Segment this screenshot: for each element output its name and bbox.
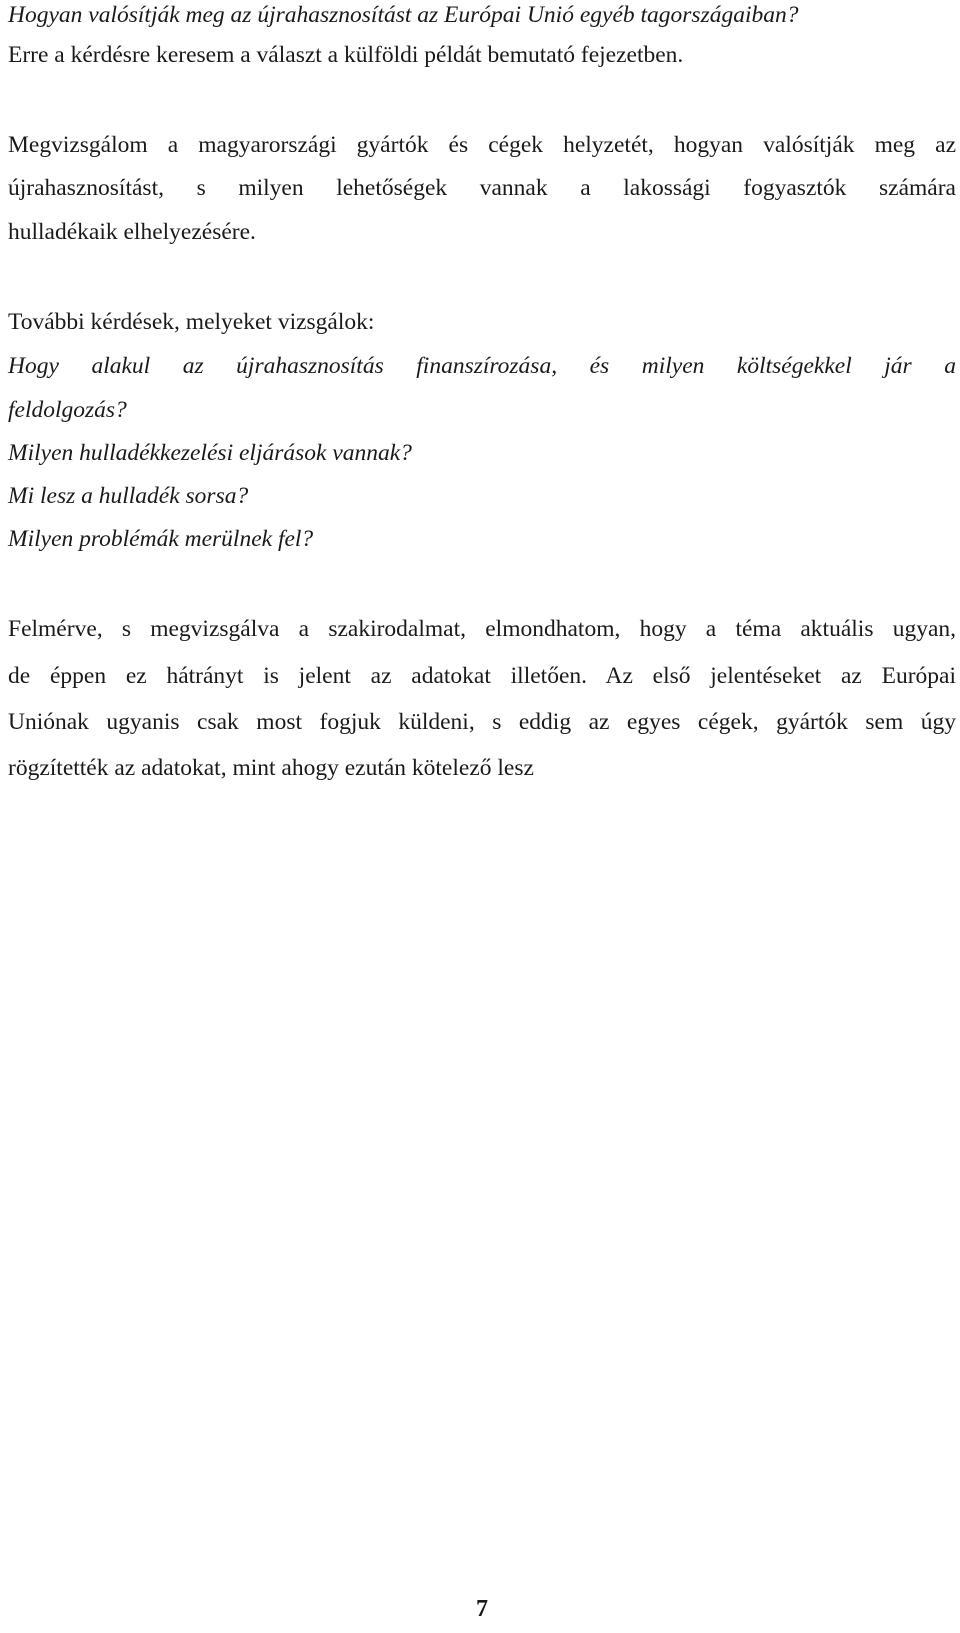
- question-item-2: Milyen hulladékkezelési eljárások vannak?: [8, 440, 412, 466]
- intro-answer: Erre a kérdésre keresem a választ a külföldi példát bemutató fejezetben.: [8, 42, 684, 68]
- document-page: [8, 0, 956, 1633]
- page-number: 7: [476, 1596, 488, 1622]
- paragraph1-line-3: hulladékaik elhelyezésére.: [8, 219, 256, 245]
- paragraph2-line-3: Uniónak ugyanis csak most fogjuk küldeni, s eddig az egyes cégek, gyártók sem úgy: [8, 709, 956, 735]
- paragraph2-line-1: Felmérve, s megvizsgálva a szakirodalmat, elmondhatom, hogy a téma aktuális ugyan,: [8, 616, 956, 642]
- questions-heading: További kérdések, melyeket vizsgálok:: [8, 309, 375, 335]
- paragraph2-line-2: de éppen ez hátrányt is jelent az adatokat illetően. Az első jelentéseket az Európai: [8, 663, 956, 689]
- question-item-3: Mi lesz a hulladék sorsa?: [8, 483, 249, 509]
- question-item-1-cont: feldolgozás?: [8, 397, 127, 423]
- intro-question: Hogyan valósítják meg az újrahasznosítást az Európai Unió egyéb tagországaiban?: [8, 2, 799, 28]
- question-item-4: Milyen problémák merülnek fel?: [8, 526, 314, 552]
- paragraph1-line-1: Megvizsgálom a magyarországi gyártók és cégek helyzetét, hogyan valósítják meg az: [8, 132, 956, 158]
- paragraph1-line-2: újrahasznosítást, s milyen lehetőségek vannak a lakossági fogyasztók számára: [8, 175, 956, 201]
- question-item-1: Hogy alakul az újrahasznosítás finanszírozása, és milyen költségekkel jár a: [8, 353, 956, 379]
- paragraph2-line-4: rögzítették az adatokat, mint ahogy ezután kötelező lesz: [8, 755, 534, 781]
